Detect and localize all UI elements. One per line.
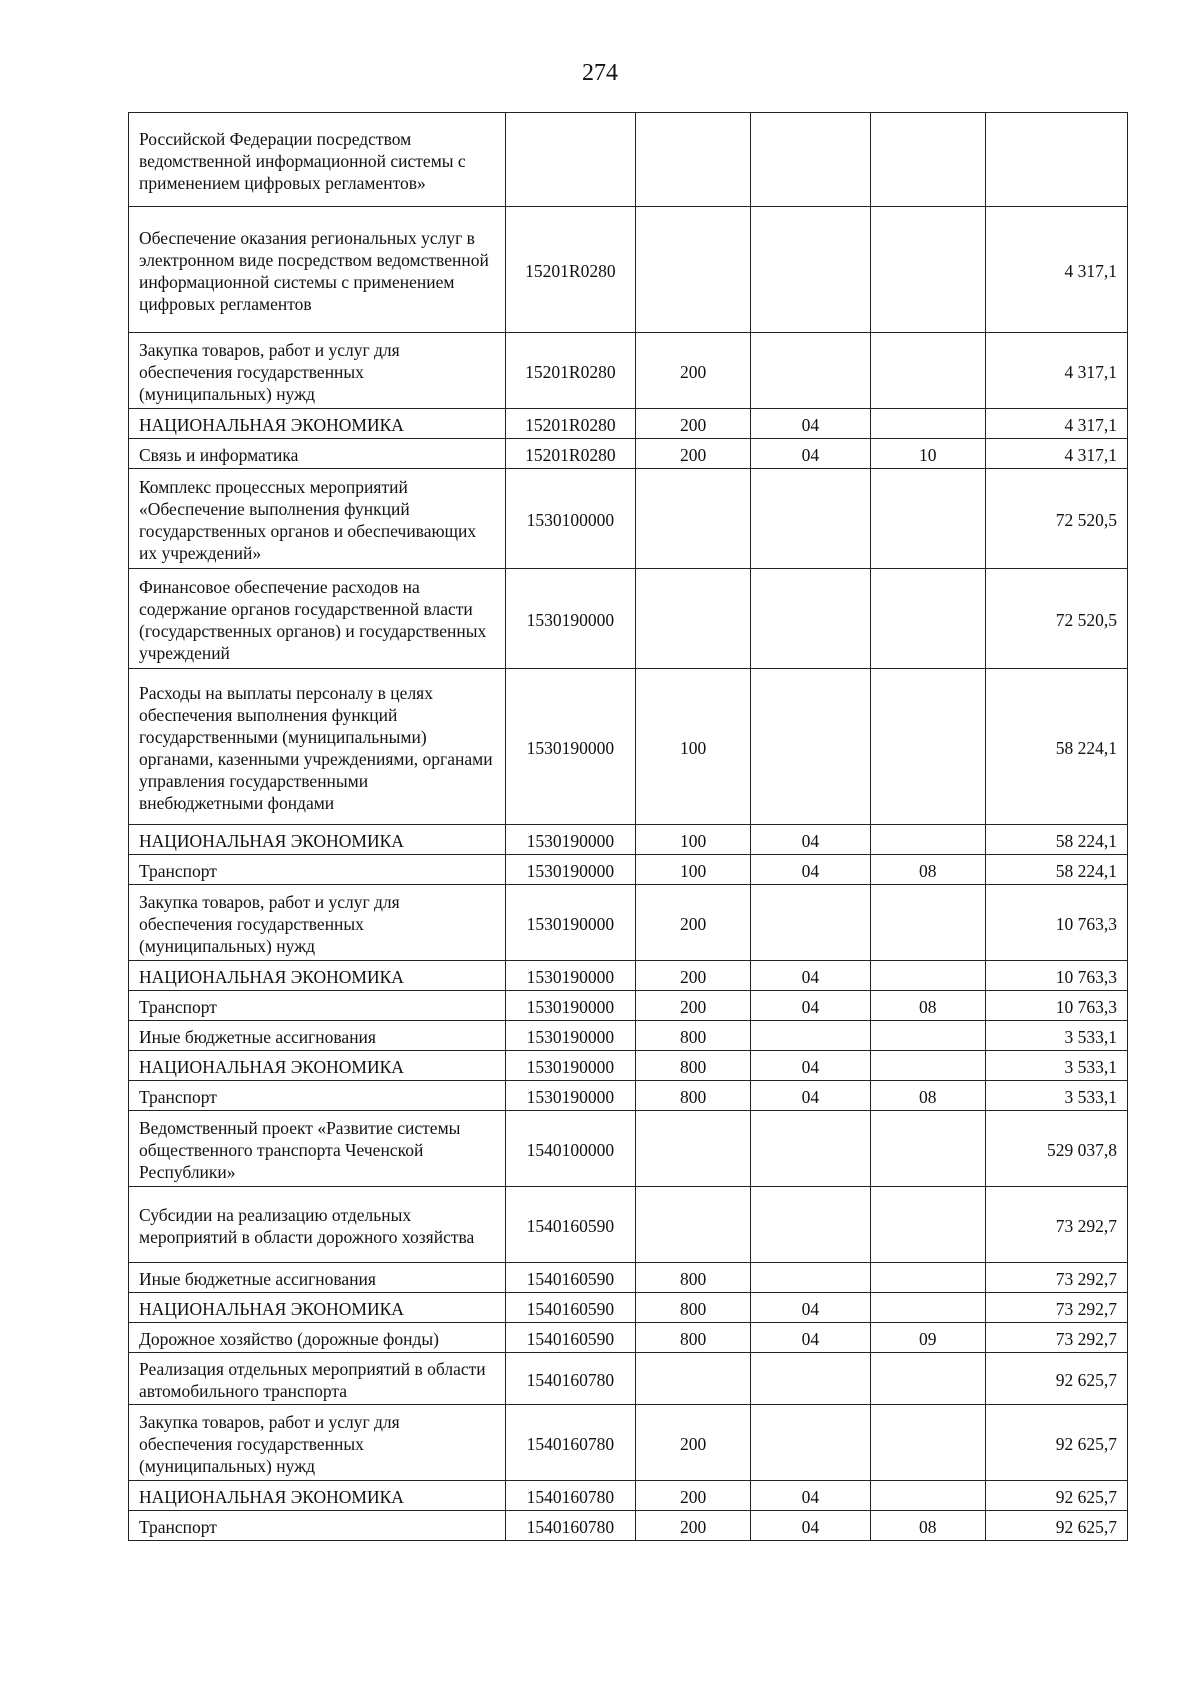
- table-row: [129, 855, 1128, 885]
- section-cell: 04: [751, 991, 870, 1021]
- table-row: [129, 1405, 1128, 1481]
- subsection-cell: [870, 885, 985, 961]
- amount-cell: 10 763,3: [985, 961, 1127, 991]
- amount-cell: 73 292,7: [985, 1187, 1127, 1263]
- expense-type-cell: 800: [636, 1081, 751, 1111]
- section-cell: [751, 569, 870, 669]
- amount-cell: 4 317,1: [985, 439, 1127, 469]
- row-name-cell: Обеспечение оказания региональных услуг в электронном виде посредством ведомственной информационной системы с применением цифровых регламентов: [129, 207, 506, 333]
- amount-cell: 4 317,1: [985, 333, 1127, 409]
- amount-cell: 10 763,3: [985, 885, 1127, 961]
- subsection-cell: [870, 1051, 985, 1081]
- section-cell: 04: [751, 439, 870, 469]
- subsection-cell: [870, 669, 985, 825]
- row-name-cell: НАЦИОНАЛЬНАЯ ЭКОНОМИКА: [129, 1293, 506, 1323]
- amount-cell: 73 292,7: [985, 1263, 1127, 1293]
- subsection-cell: [870, 1021, 985, 1051]
- subsection-cell: [870, 207, 985, 333]
- table-row: [129, 469, 1128, 569]
- expense-type-cell: [636, 207, 751, 333]
- section-cell: 04: [751, 1051, 870, 1081]
- subsection-cell: [870, 409, 985, 439]
- target-code-cell: 1530190000: [505, 855, 635, 885]
- expense-type-cell: [636, 569, 751, 669]
- page-number: 274: [582, 60, 618, 86]
- expense-type-cell: 200: [636, 991, 751, 1021]
- expense-type-cell: 200: [636, 1405, 751, 1481]
- section-cell: [751, 469, 870, 569]
- amount-cell: 92 625,7: [985, 1481, 1127, 1511]
- table-row: [129, 1511, 1128, 1541]
- target-code-cell: 1530190000: [505, 885, 635, 961]
- table-row: [129, 1021, 1128, 1051]
- amount-cell: 72 520,5: [985, 569, 1127, 669]
- target-code-cell: 15201R0280: [505, 207, 635, 333]
- section-cell: 04: [751, 1511, 870, 1541]
- expense-type-cell: 200: [636, 1511, 751, 1541]
- expense-type-cell: 200: [636, 961, 751, 991]
- table-row: [129, 113, 1128, 207]
- subsection-cell: [870, 961, 985, 991]
- table-row: [129, 207, 1128, 333]
- subsection-cell: [870, 333, 985, 409]
- row-name-cell: Связь и информатика: [129, 439, 506, 469]
- expense-type-cell: 100: [636, 825, 751, 855]
- target-code-cell: 1540160780: [505, 1481, 635, 1511]
- row-name-cell: Субсидии на реализацию отдельных мероприятий в области дорожного хозяйства: [129, 1187, 506, 1263]
- table-row: [129, 1323, 1128, 1353]
- target-code-cell: 1540160590: [505, 1323, 635, 1353]
- target-code-cell: 15201R0280: [505, 409, 635, 439]
- row-name-cell: Финансовое обеспечение расходов на содержание органов государственной власти (государственных органов) и государственных учреждений: [129, 569, 506, 669]
- target-code-cell: 1540160780: [505, 1353, 635, 1405]
- amount-cell: 529 037,8: [985, 1111, 1127, 1187]
- expense-type-cell: [636, 1187, 751, 1263]
- amount-cell: 4 317,1: [985, 409, 1127, 439]
- amount-cell: 10 763,3: [985, 991, 1127, 1021]
- amount-cell: 4 317,1: [985, 207, 1127, 333]
- amount-cell: 72 520,5: [985, 469, 1127, 569]
- amount-cell: 58 224,1: [985, 669, 1127, 825]
- section-cell: 04: [751, 409, 870, 439]
- amount-cell: 92 625,7: [985, 1353, 1127, 1405]
- table-row: [129, 1111, 1128, 1187]
- subsection-cell: [870, 113, 985, 207]
- section-cell: 04: [751, 961, 870, 991]
- table-row: [129, 333, 1128, 409]
- subsection-cell: [870, 1111, 985, 1187]
- row-name-cell: Реализация отдельных мероприятий в области автомобильного транспорта: [129, 1353, 506, 1405]
- table-row: [129, 1187, 1128, 1263]
- table-row: [129, 569, 1128, 669]
- row-name-cell: НАЦИОНАЛЬНАЯ ЭКОНОМИКА: [129, 1481, 506, 1511]
- table-row: [129, 885, 1128, 961]
- amount-cell: [985, 113, 1127, 207]
- subsection-cell: 10: [870, 439, 985, 469]
- expense-type-cell: 800: [636, 1293, 751, 1323]
- table-row: [129, 1081, 1128, 1111]
- target-code-cell: 1530190000: [505, 1021, 635, 1051]
- amount-cell: 3 533,1: [985, 1051, 1127, 1081]
- subsection-cell: [870, 825, 985, 855]
- subsection-cell: [870, 1293, 985, 1323]
- target-code-cell: 1530190000: [505, 1051, 635, 1081]
- section-cell: [751, 1111, 870, 1187]
- section-cell: [751, 207, 870, 333]
- subsection-cell: 09: [870, 1323, 985, 1353]
- table-row: [129, 669, 1128, 825]
- subsection-cell: [870, 1353, 985, 1405]
- expense-type-cell: 200: [636, 333, 751, 409]
- row-name-cell: Транспорт: [129, 991, 506, 1021]
- target-code-cell: 15201R0280: [505, 439, 635, 469]
- target-code-cell: 1530190000: [505, 1081, 635, 1111]
- row-name-cell: Дорожное хозяйство (дорожные фонды): [129, 1323, 506, 1353]
- amount-cell: 3 533,1: [985, 1021, 1127, 1051]
- row-name-cell: Расходы на выплаты персоналу в целях обеспечения выполнения функций государственными (муниципальными) органами, казенными учреждениями, органами управления государственными внебюджетными фондами: [129, 669, 506, 825]
- subsection-cell: 08: [870, 855, 985, 885]
- target-code-cell: 1540160590: [505, 1187, 635, 1263]
- subsection-cell: [870, 1187, 985, 1263]
- section-cell: 04: [751, 1293, 870, 1323]
- expense-type-cell: 100: [636, 669, 751, 825]
- row-name-cell: Закупка товаров, работ и услуг для обеспечения государственных (муниципальных) нужд: [129, 1405, 506, 1481]
- target-code-cell: 1540160780: [505, 1511, 635, 1541]
- row-name-cell: Закупка товаров, работ и услуг для обеспечения государственных (муниципальных) нужд: [129, 333, 506, 409]
- subsection-cell: 08: [870, 991, 985, 1021]
- target-code-cell: 1540100000: [505, 1111, 635, 1187]
- target-code-cell: 1540160780: [505, 1405, 635, 1481]
- subsection-cell: [870, 469, 985, 569]
- row-name-cell: Иные бюджетные ассигнования: [129, 1263, 506, 1293]
- target-code-cell: 1530190000: [505, 825, 635, 855]
- section-cell: [751, 1263, 870, 1293]
- target-code-cell: 1540160590: [505, 1263, 635, 1293]
- expense-type-cell: 800: [636, 1021, 751, 1051]
- amount-cell: 92 625,7: [985, 1405, 1127, 1481]
- section-cell: 04: [751, 825, 870, 855]
- subsection-cell: 08: [870, 1511, 985, 1541]
- table-row: [129, 825, 1128, 855]
- expense-type-cell: 800: [636, 1323, 751, 1353]
- row-name-cell: НАЦИОНАЛЬНАЯ ЭКОНОМИКА: [129, 961, 506, 991]
- expense-type-cell: 800: [636, 1263, 751, 1293]
- table-row: [129, 439, 1128, 469]
- row-name-cell: Комплекс процессных мероприятий «Обеспечение выполнения функций государственных органов и обеспечивающих их учреждений»: [129, 469, 506, 569]
- table-row: [129, 1263, 1128, 1293]
- amount-cell: 58 224,1: [985, 855, 1127, 885]
- subsection-cell: [870, 1405, 985, 1481]
- section-cell: [751, 1187, 870, 1263]
- table-row: [129, 991, 1128, 1021]
- row-name-cell: Транспорт: [129, 1081, 506, 1111]
- amount-cell: 58 224,1: [985, 825, 1127, 855]
- row-name-cell: Закупка товаров, работ и услуг для обеспечения государственных (муниципальных) нужд: [129, 885, 506, 961]
- expense-type-cell: [636, 469, 751, 569]
- row-name-cell: НАЦИОНАЛЬНАЯ ЭКОНОМИКА: [129, 409, 506, 439]
- section-cell: [751, 333, 870, 409]
- target-code-cell: 1530190000: [505, 569, 635, 669]
- row-name-cell: НАЦИОНАЛЬНАЯ ЭКОНОМИКА: [129, 825, 506, 855]
- expense-type-cell: 200: [636, 409, 751, 439]
- target-code-cell: 1530100000: [505, 469, 635, 569]
- section-cell: [751, 885, 870, 961]
- expense-type-cell: [636, 1353, 751, 1405]
- expense-type-cell: 200: [636, 1481, 751, 1511]
- expense-type-cell: [636, 113, 751, 207]
- target-code-cell: [505, 113, 635, 207]
- budget-table: [128, 112, 1128, 1541]
- section-cell: [751, 669, 870, 825]
- table-row: [129, 1353, 1128, 1405]
- subsection-cell: 08: [870, 1081, 985, 1111]
- section-cell: [751, 1021, 870, 1051]
- section-cell: 04: [751, 1481, 870, 1511]
- expense-type-cell: [636, 1111, 751, 1187]
- target-code-cell: 1530190000: [505, 669, 635, 825]
- amount-cell: 92 625,7: [985, 1511, 1127, 1541]
- target-code-cell: 15201R0280: [505, 333, 635, 409]
- section-cell: [751, 1353, 870, 1405]
- section-cell: 04: [751, 1081, 870, 1111]
- row-name-cell: Российской Федерации посредством ведомственной информационной системы с применением цифровых регламентов»: [129, 113, 506, 207]
- section-cell: [751, 1405, 870, 1481]
- table-row: [129, 409, 1128, 439]
- expense-type-cell: 800: [636, 1051, 751, 1081]
- amount-cell: 73 292,7: [985, 1323, 1127, 1353]
- expense-type-cell: 200: [636, 439, 751, 469]
- subsection-cell: [870, 1263, 985, 1293]
- subsection-cell: [870, 569, 985, 669]
- table-row: [129, 961, 1128, 991]
- section-cell: 04: [751, 855, 870, 885]
- amount-cell: 73 292,7: [985, 1293, 1127, 1323]
- table-row: [129, 1481, 1128, 1511]
- row-name-cell: НАЦИОНАЛЬНАЯ ЭКОНОМИКА: [129, 1051, 506, 1081]
- table-row: [129, 1051, 1128, 1081]
- expense-type-cell: 200: [636, 885, 751, 961]
- budget-table-body: [129, 113, 1128, 1541]
- row-name-cell: Транспорт: [129, 855, 506, 885]
- section-cell: [751, 113, 870, 207]
- target-code-cell: 1540160590: [505, 1293, 635, 1323]
- row-name-cell: Ведомственный проект «Развитие системы общественного транспорта Чеченской Республики»: [129, 1111, 506, 1187]
- expense-type-cell: 100: [636, 855, 751, 885]
- subsection-cell: [870, 1481, 985, 1511]
- target-code-cell: 1530190000: [505, 961, 635, 991]
- section-cell: 04: [751, 1323, 870, 1353]
- target-code-cell: 1530190000: [505, 991, 635, 1021]
- row-name-cell: Транспорт: [129, 1511, 506, 1541]
- table-row: [129, 1293, 1128, 1323]
- amount-cell: 3 533,1: [985, 1081, 1127, 1111]
- row-name-cell: Иные бюджетные ассигнования: [129, 1021, 506, 1051]
